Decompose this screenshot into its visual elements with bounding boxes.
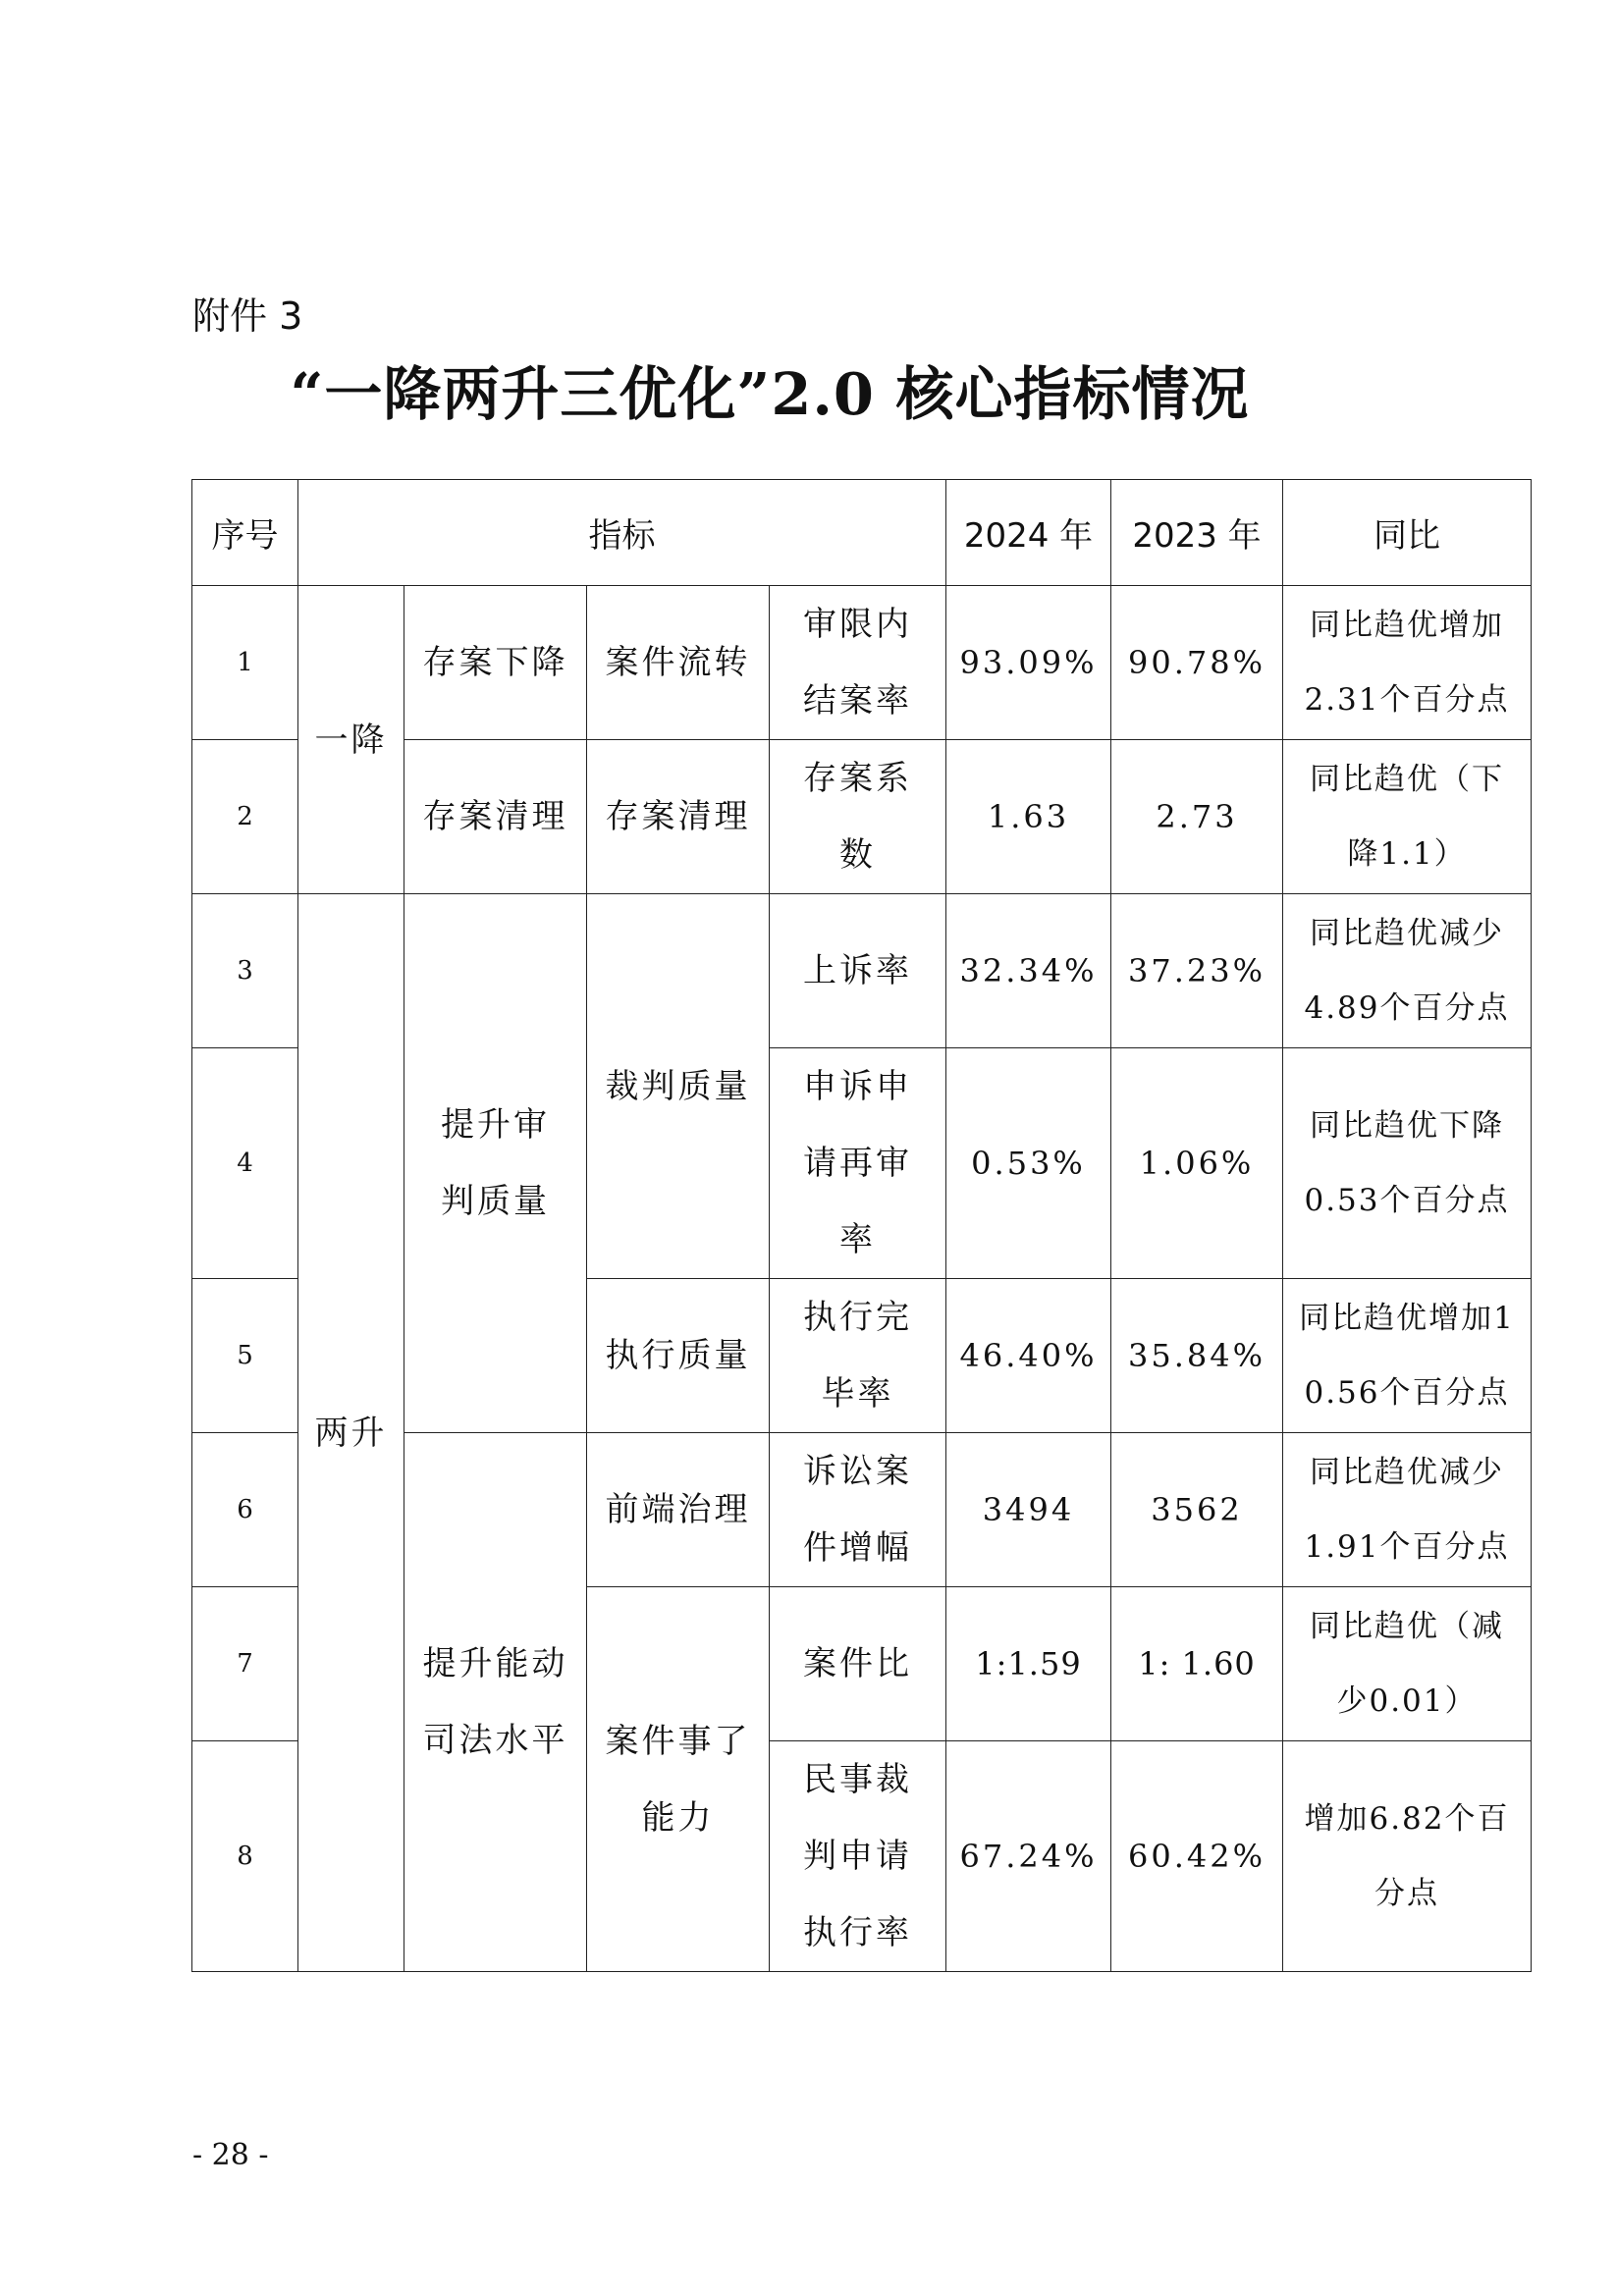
value-2024: 1.63 — [946, 740, 1111, 894]
category-label: 案件事了能力 — [605, 1721, 751, 1838]
yoy-text: 增加6.82个百分点 — [1304, 1801, 1510, 1911]
subgroup-label: 存案下降 — [404, 586, 587, 740]
table-row — [192, 894, 1532, 1048]
page-number: - 28 - — [192, 2138, 269, 2172]
value-2023: 2.73 — [1111, 740, 1283, 894]
row-seq: 2 — [192, 740, 298, 894]
metric-label: 审限内结案率 — [803, 605, 912, 721]
yoy-text: 同比趋优（减少0.01） — [1310, 1609, 1504, 1719]
row-seq: 7 — [192, 1587, 298, 1741]
yoy-text: 同比趋优减少4.89个百分点 — [1304, 916, 1510, 1026]
value-2024: 3494 — [946, 1433, 1111, 1587]
subgroup-label: 存案清理 — [404, 740, 587, 894]
metric-label: 存案系数 — [803, 759, 912, 875]
row-seq: 5 — [192, 1279, 298, 1433]
group-label: 两升 — [298, 894, 404, 1972]
value-2024: 1:1.59 — [946, 1587, 1111, 1741]
value-2023: 35.84% — [1111, 1279, 1283, 1433]
value-2024: 0.53% — [946, 1048, 1111, 1279]
row-seq: 4 — [192, 1048, 298, 1279]
metric-label: 上诉率 — [770, 894, 946, 1048]
group-label: 一降 — [298, 586, 404, 894]
yoy-text: 同比趋优（下降1.1） — [1310, 762, 1504, 872]
category-label: 存案清理 — [587, 740, 770, 894]
subgroup-label: 提升审判质量 — [441, 1105, 550, 1221]
row-seq: 1 — [192, 586, 298, 740]
yoy-text: 同比趋优减少1.91个百分点 — [1304, 1455, 1510, 1565]
header-2023: 2023 年 — [1111, 480, 1283, 586]
metric-label: 民事裁判申请执行率 — [803, 1760, 912, 1952]
value-2023: 1: 1.60 — [1111, 1587, 1283, 1741]
table-row — [192, 586, 1532, 740]
value-2023: 1.06% — [1111, 1048, 1283, 1279]
metric-label: 执行完毕率 — [803, 1298, 912, 1414]
yoy-text: 同比趋优下降0.53个百分点 — [1304, 1108, 1510, 1218]
header-indicator: 指标 — [298, 480, 946, 586]
category-label: 案件流转 — [587, 586, 770, 740]
value-2024: 93.09% — [946, 586, 1111, 740]
header-yoy: 同比 — [1283, 480, 1532, 586]
row-seq: 3 — [192, 894, 298, 1048]
metric-label: 案件比 — [770, 1587, 946, 1741]
yoy-text: 同比趋优增加10.56个百分点 — [1299, 1301, 1515, 1411]
table-header-row — [192, 480, 1532, 586]
metric-label: 诉讼案件增幅 — [803, 1452, 912, 1568]
value-2023: 60.42% — [1111, 1741, 1283, 1972]
page-title: “一降两升三优化”2.0 核心指标情况 — [290, 360, 1250, 428]
category-label: 前端治理 — [587, 1433, 770, 1587]
metric-label: 申诉申请再审率 — [803, 1067, 912, 1259]
value-2024: 46.40% — [946, 1279, 1111, 1433]
subgroup-label: 提升能动司法水平 — [422, 1644, 568, 1760]
value-2024: 32.34% — [946, 894, 1111, 1048]
value-2023: 3562 — [1111, 1433, 1283, 1587]
row-seq: 6 — [192, 1433, 298, 1587]
value-2023: 37.23% — [1111, 894, 1283, 1048]
value-2024: 67.24% — [946, 1741, 1111, 1972]
core-indicators-table — [191, 479, 1532, 1972]
header-seq: 序号 — [192, 480, 298, 586]
row-seq: 8 — [192, 1741, 298, 1972]
category-label: 裁判质量 — [587, 894, 770, 1279]
header-2024: 2024 年 — [946, 480, 1111, 586]
attachment-label: 附件 3 — [192, 294, 303, 338]
value-2023: 90.78% — [1111, 586, 1283, 740]
yoy-text: 同比趋优增加2.31个百分点 — [1304, 608, 1510, 718]
category-label: 执行质量 — [587, 1279, 770, 1433]
